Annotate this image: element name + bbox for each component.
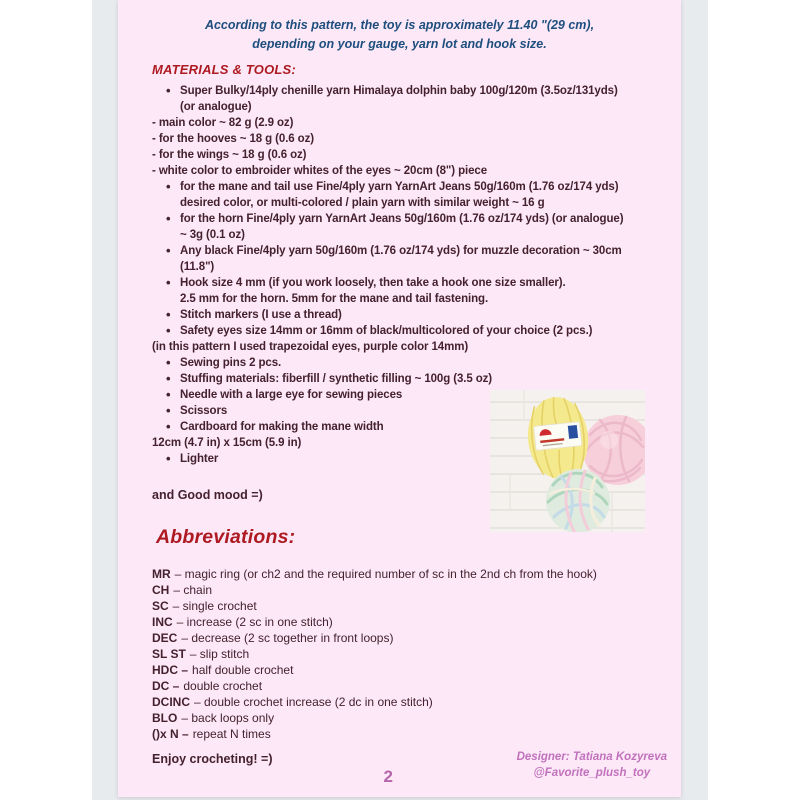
materials-line: • Sewing pins 2 pcs. [152, 355, 660, 371]
abbreviation-code: CH [152, 583, 170, 597]
materials-line: • Cardboard for making the mane width [152, 419, 660, 435]
abbreviation-row [152, 598, 662, 614]
materials-line: • Stuffing materials: fiberfill / synthetic filling ~ 100g (3.5 oz) [152, 371, 660, 387]
materials-line: desired color, or multi-colored / plain yarn with similar weight ~ 16 g [180, 197, 545, 209]
materials-line: • Scissors [152, 403, 660, 419]
materials-line: 12cm (4.7 in) x 15cm (5.9 in) [152, 437, 302, 449]
abbreviation-row [152, 662, 662, 678]
materials-line: (11.8") [180, 261, 215, 273]
materials-line: - main color ~ 82 g (2.9 oz) [152, 117, 294, 129]
abbreviation-code: INC [152, 615, 173, 629]
enjoy-line: Enjoy crocheting! =) [152, 752, 273, 766]
materials-line: • Needle with a large eye for sewing pieces [152, 387, 660, 403]
page-number: 2 [383, 767, 393, 786]
abbreviation-desc: – slip stitch [189, 647, 250, 661]
materials-line: • Super Bulky/14ply chenille yarn Himalaya dolphin baby 100g/120m (3.5oz/131yds) [152, 83, 660, 99]
abbreviation-code: ()x N – [152, 727, 189, 741]
materials-line: (or analogue) [180, 101, 252, 113]
abbreviation-code: DEC [152, 631, 178, 645]
abbreviation-desc: – chain [173, 583, 213, 597]
materials-heading: MATERIALS & TOOLS: [152, 62, 296, 77]
abbreviation-row [152, 694, 662, 710]
materials-line: ~ 3g (0.1 oz) [180, 229, 245, 241]
materials-line: • for the mane and tail use Fine/4ply yarn YarnArt Jeans 50g/160m (1.76 oz/174 yds) [152, 179, 660, 195]
materials-line: • Lighter [152, 451, 660, 467]
abbreviation-row [152, 726, 662, 742]
materials-line: 2.5 mm for the horn. 5mm for the mane and tail fastening. [180, 293, 489, 305]
materials-line: • Any black Fine/4ply yarn 50g/160m (1.76 oz/174 yds) for muzzle decoration ~ 30cm [152, 243, 660, 259]
abbreviation-desc: – back loops only [181, 711, 275, 725]
materials-line: - for the wings ~ 18 g (0.6 oz) [152, 149, 307, 161]
size-note-line1: According to this pattern, the toy is approximately 11.40 "(29 cm), [204, 18, 595, 32]
abbreviation-desc: – single crochet [172, 599, 257, 613]
materials-line: • Stitch markers (I use a thread) [152, 307, 660, 323]
abbreviation-row [152, 614, 662, 630]
abbreviation-desc: – increase (2 sc in one stitch) [176, 615, 333, 629]
abbreviations-heading: Abbreviations: [156, 526, 296, 548]
yarn-photo-image [490, 390, 645, 532]
abbreviation-row [152, 630, 662, 646]
abbreviation-row [152, 678, 662, 694]
materials-line: - white color to embroider whites of the eyes ~ 20cm (8") piece [152, 165, 487, 177]
abbreviation-desc: – double crochet increase (2 dc in one stitch) [194, 695, 433, 709]
pattern-page [118, 0, 681, 797]
abbreviations-list [152, 566, 662, 742]
yarn-photo [490, 390, 645, 532]
size-note [118, 16, 681, 54]
good-mood-line: and Good mood =) [152, 488, 263, 502]
materials-line: • for the horn Fine/4ply yarn YarnArt Jeans 50g/160m (1.76 oz/174 yds) (or analogue) [152, 211, 660, 227]
abbreviation-code: MR [152, 567, 171, 581]
size-note-line2: depending on your gauge, yarn lot and hook size. [252, 37, 547, 51]
designer-handle: @Favorite_plush_toy [533, 767, 651, 779]
variegated-yarn-ball [546, 469, 610, 532]
abbreviation-desc: repeat N times [192, 727, 271, 741]
abbreviation-row [152, 582, 662, 598]
materials-line: (in this pattern I used trapezoidal eyes, purple color 14mm) [152, 341, 469, 353]
materials-line: • Safety eyes size 14mm or 16mm of black/multicolored of your choice (2 pcs.) [152, 323, 660, 339]
abbreviation-code: SC [152, 599, 169, 613]
abbreviation-desc: double crochet [183, 679, 263, 693]
abbreviation-code: DCINC [152, 695, 190, 709]
designer-name: Designer: Tatiana Kozyreva [516, 751, 667, 763]
abbreviation-code: SL ST [152, 647, 186, 661]
document-viewer-background [92, 0, 708, 800]
materials-line: • Hook size 4 mm (if you work loosely, then take a hook one size smaller). [152, 275, 660, 291]
materials-line: - for the hooves ~ 18 g (0.6 oz) [152, 133, 314, 145]
abbreviation-row [152, 646, 662, 662]
abbreviation-code: HDC – [152, 663, 189, 677]
abbreviation-desc: half double crochet [192, 663, 294, 677]
abbreviation-row [152, 566, 662, 582]
abbreviation-desc: – magic ring (or ch2 and the required number of sc in the 2nd ch from the hook) [174, 567, 597, 581]
abbreviation-code: BLO [152, 711, 178, 725]
abbreviation-row [152, 710, 662, 726]
abbreviation-code: DC – [152, 679, 180, 693]
abbreviation-desc: – decrease (2 sc together in front loops) [181, 631, 394, 645]
